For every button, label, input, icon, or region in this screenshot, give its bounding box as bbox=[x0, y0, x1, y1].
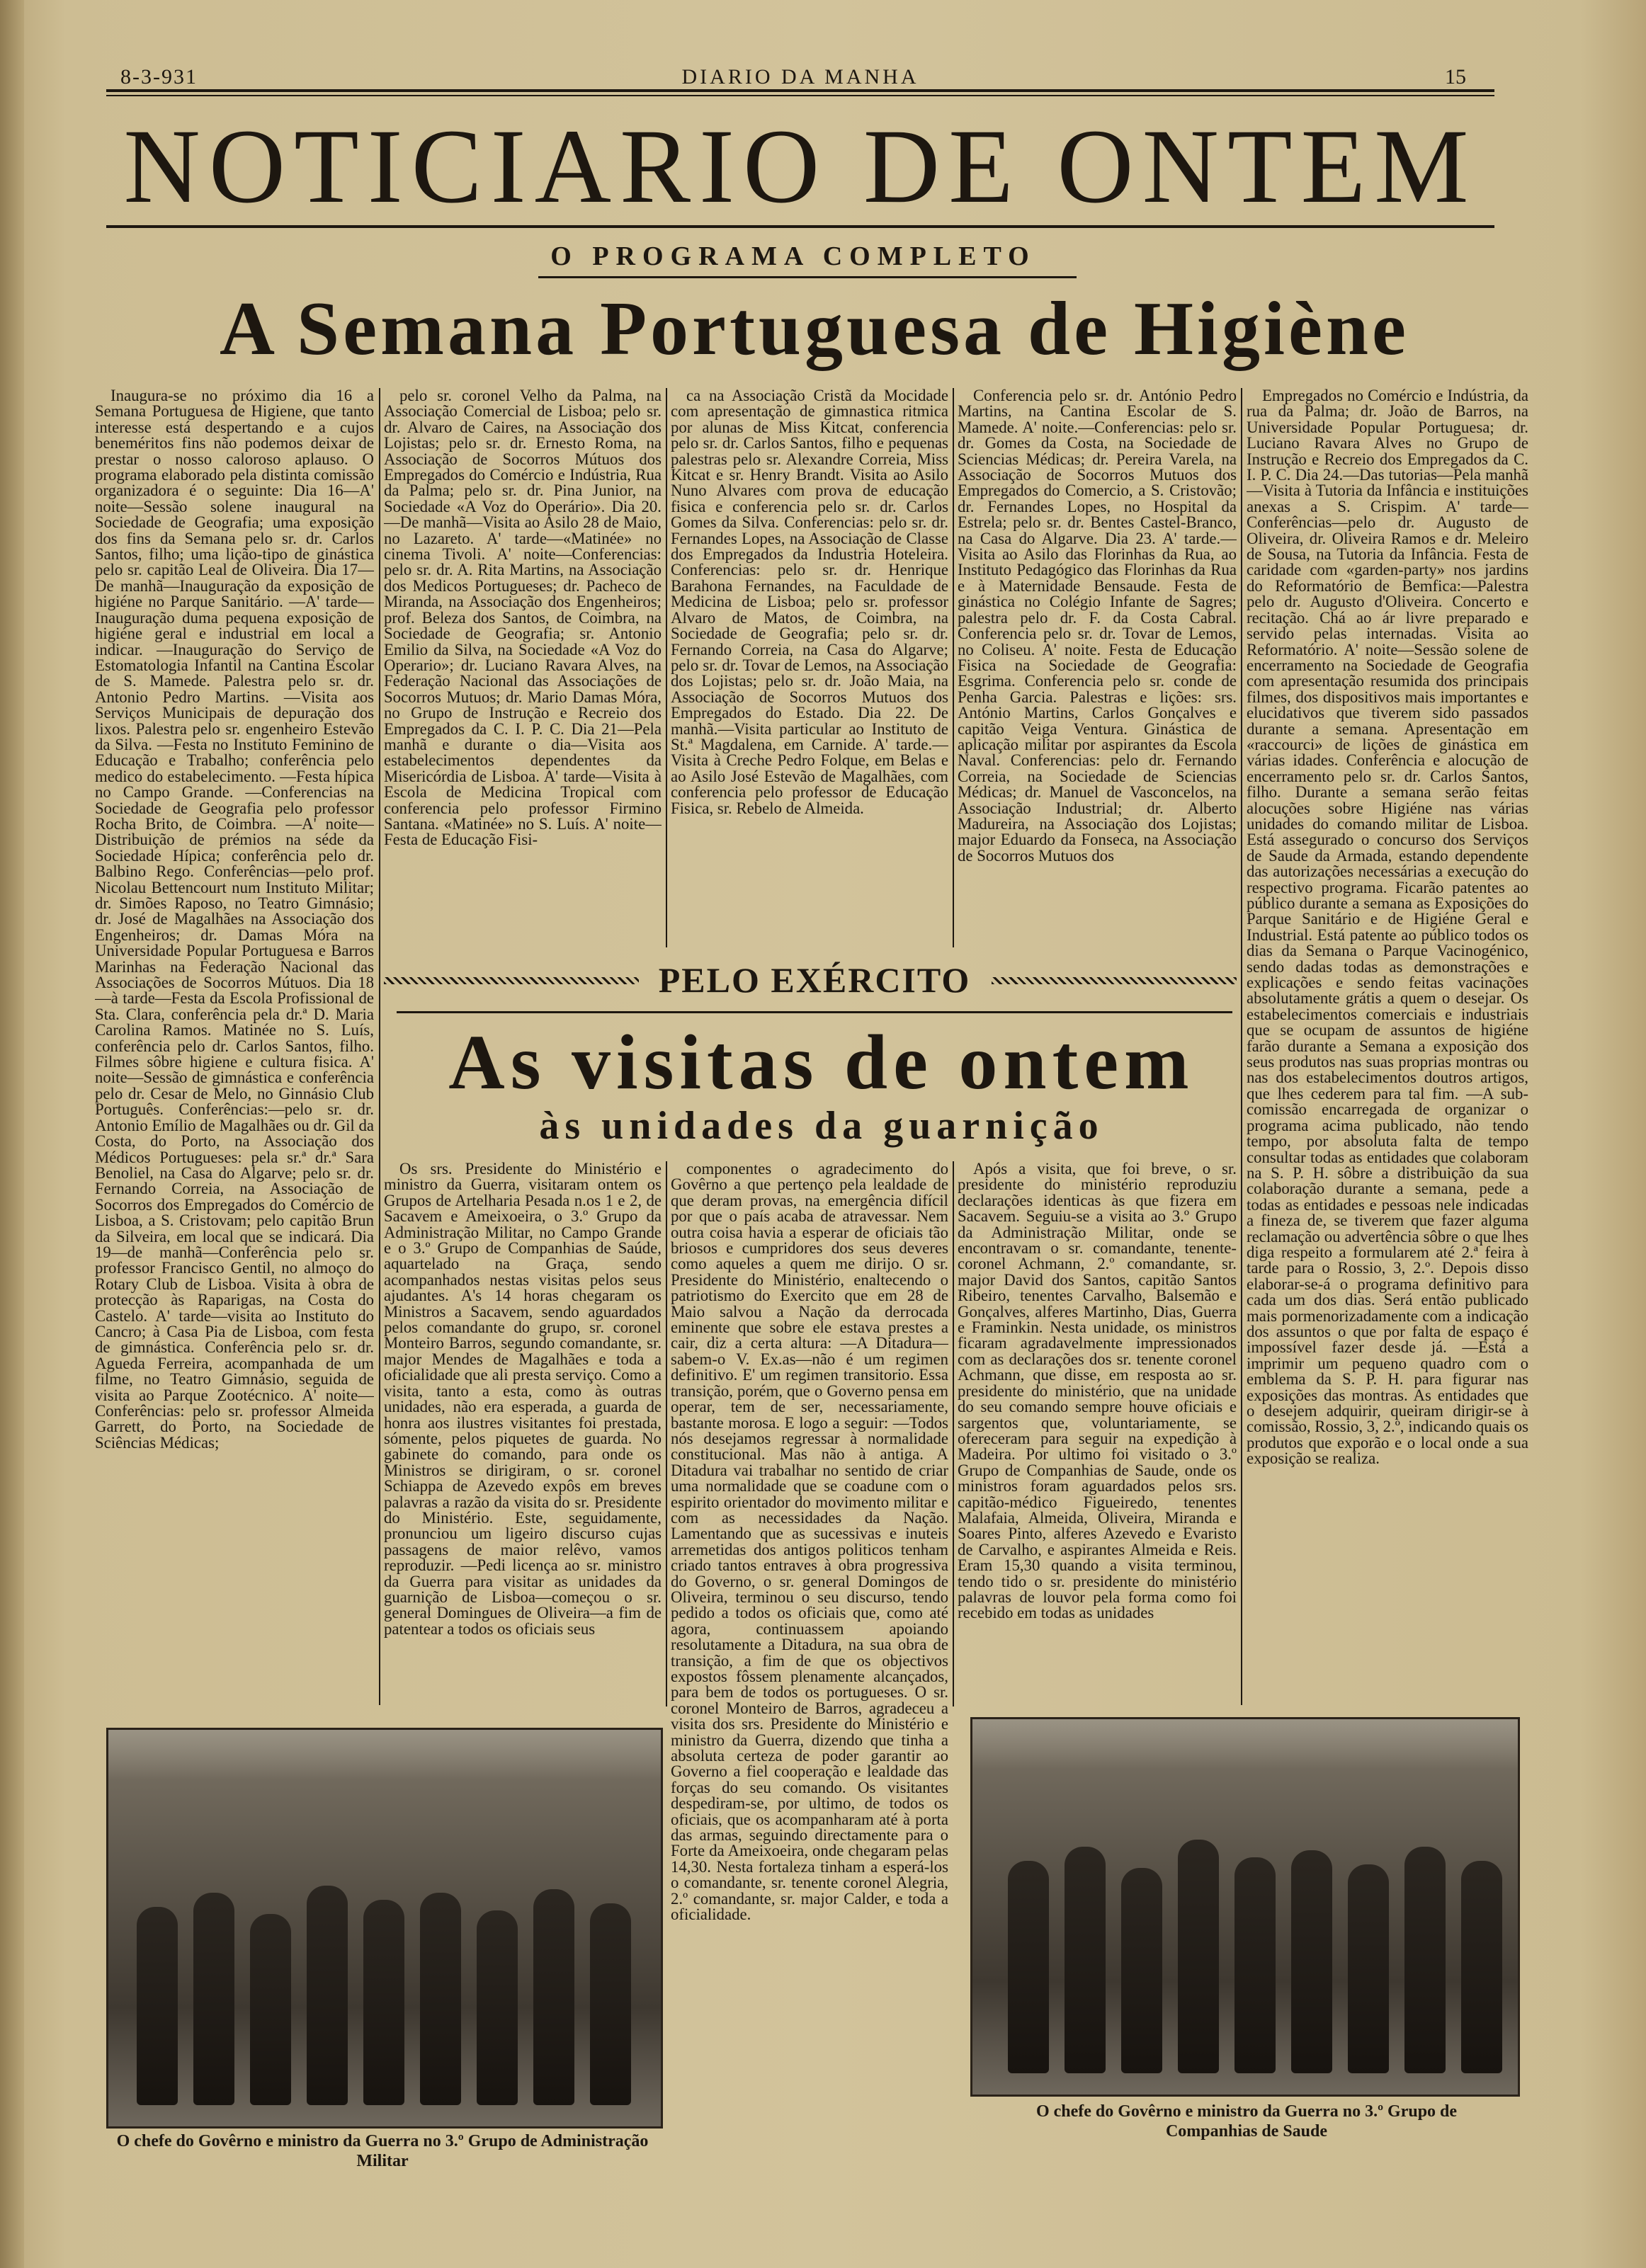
army-column-3 bbox=[958, 1161, 1237, 1706]
photo-figure bbox=[1234, 1857, 1276, 2073]
photo-figure bbox=[1461, 1861, 1502, 2073]
photo-figure bbox=[533, 1889, 574, 2105]
photo-caption-1: O chefe do Govêrno e ministro da Guerra no 3.º Grupo de Administração Militar bbox=[116, 2132, 649, 2170]
photo-sky bbox=[972, 1719, 1518, 1769]
photo-figure bbox=[1348, 1864, 1389, 2073]
column-divider bbox=[379, 388, 380, 1705]
army-column-1 bbox=[384, 1161, 662, 1706]
program-column-2-text: pelo sr. coronel Velho da Palma, na Associação Comercial de Lisboa; pelo sr. dr. Alvaro de Caires, na Associação dos Lojistas; pelo sr. dr. Ernesto Roma, na Associação de Socorros Mútuos dos Empregados do Comércio e Indústria, Rua da Palma; pelo sr. dr. Pina Junior, na Sociedade «A Voz do Operário». Dia 20.—De manhã—Visita ao Asilo 28 de Maio, no Lazareto. A' tarde—«Matinée» no cinema Tivoli. A' noite—Conferencias: pelo sr. dr. A. Rita Martins, na Associação dos Medicos Portugueses; dr. Pacheco de Miranda, na Associação dos Engenheiros; prof. Beleza dos Santos, de Coimbra, na Sociedade de Geografia; sr. Antonio Emilio da Silva, na Sociedade «A Voz do Operario»; dr. Luciano Ravara Alves, na Federação Nacional das Associações de Socorros Mutuos; dr. Mario Damas Móra, no Grupo de Instrução e Recreio dos Empregados da C. I. P. C. Dia 21—Pela manhã e durante o dia—Visita aos estabelecimentos dependentes da Misericórdia de Lisboa. A' tarde—Visita à Escola de Medicina Tropical com conferencia pelo professor Firmino Santana. «Matinée» no S. Luís. A' noite—Festa de Educação Fisi- bbox=[384, 388, 662, 849]
photo-figure bbox=[590, 1903, 631, 2105]
photo-figure bbox=[1065, 1847, 1106, 2073]
page-binding-edge bbox=[0, 0, 24, 2268]
photo-administration-group bbox=[106, 1728, 663, 2129]
photo-caption-2: O chefe do Govêrno e ministro da Guerra no 3.º Grupo de Companhias de Saude bbox=[1035, 2102, 1458, 2141]
program-column-3 bbox=[671, 388, 948, 951]
army-section-rule bbox=[397, 1011, 1232, 1013]
header-rule-bottom bbox=[106, 95, 1494, 96]
kicker-rule bbox=[538, 276, 1077, 278]
headline-visits-subtitle: às unidades da guarnição bbox=[539, 1104, 1104, 1148]
army-section-label: PELO EXÉRCITO bbox=[658, 960, 971, 1000]
photo-figure bbox=[137, 1907, 178, 2105]
decorative-border bbox=[384, 977, 639, 984]
photo-figure bbox=[363, 1900, 404, 2105]
photo-figure bbox=[1121, 1868, 1162, 2073]
program-column-3-text: ca na Associação Cristã da Mocidade com apresentação de gimnastica ritmica por alunas de Miss Kitcat, conferencia pelo sr. dr. Carlos Santos, filho e pequenas palestras pelo sr. Alexandre Correia, Miss Kitcat e sr. Henry Brandt. Visita ao Asilo Nuno Alvares com prova de educação fisica e conferencia pelo sr. dr. Carlos Gomes da Silva. Conferencias: pelo sr. dr. Fernandes Lopes, na Associação de Classe dos Empregados da Industria Hoteleira. Conferencias: pelo sr. dr. Henrique Barahona Fernandes, na Faculdade de Medicina de Lisboa; pelo sr. professor Alvaro de Matos, de Coimbra, na Sociedade de Geografia; pelo sr. dr. Fernando Correia, na Casa do Algarve; pelo sr. dr. Tovar de Lemos, na Associação dos Lojistas; pelo sr. dr. João Maia, na Associação de Socorros Mutuos dos Empregados do Estado. Dia 22. De manhã.—Visita particular ao Instituto de St.ª Magdalena, em Carnide. A' tarde.—Visita à Creche Pedro Folque, em Belas e ao Asilo José Estevão de Magalhães, com conferencia pelo professor de Educação Fisica, sr. Rebelo de Almeida. bbox=[671, 388, 948, 817]
army-column-2 bbox=[671, 1161, 948, 2149]
column-divider bbox=[953, 388, 954, 947]
army-column-2-text: componentes o agradecimento do Govêrno a que pertenço pela lealdade de que deram provas, na emergência difícil por que o país acaba de atravessar. Nem outra coisa havia a esperar de oficiais tão briosos e cumpridores dos seus deveres como aqueles a quem me dirijo. O sr. Presidente do Ministério, enaltecendo o patriotismo do Exercito que em 28 de Maio salvou a Nação da derrocada eminente que sobre ele estava prestes a cair, diz a certa altura: —A Ditadura—sabem-o V. Ex.as—não é um regimen definitivo. E' um regimen transitorio. Essa transição, porém, que o Governo pensa em operar, tem de ser, necessariamente, bastante morosa. E logo a seguir: —Todos nós desejamos regressar à normalidade constitucional. Mas não à antiga. A Ditadura vai trabalhar no sentido de criar uma normalidade que se coadune com o espirito orientador do movimento militar e com as necessidades da Nação. Lamentando que as sucessivas e inuteis arremetidas dos antigos politicos tenham criado tantos entraves à obra progressiva do Governo, o sr. general Domingos de Oliveira, terminou o seu discurso, tendo pedido a todos os oficiais que, como até agora, continuassem apoiando resolutamente a Ditadura, na sua obra de transição, a fim de que os objectivos expostos fôssem plenamente alcançados, para bem de todos os portugueses. O sr. coronel Monteiro de Barros, agradeceu a visita dos srs. Presidente do Ministério e ministro da Guerra, dizendo que tinha a absoluta certeza de poder garantir ao Governo a fiel cooperação e lealdade das forças do seu comando. Os visitantes despediram-se, por ultimo, de todos os oficiais, que os acompanharam até à porta das armas, seguindo directamente para o Forte da Ameixoeira, onde chegaram pelas 14,30. Nesta fortaleza tinham a esperá-los o comandante, sr. tenente coronel Alegria, 2.º comandante, sr. major Calder, e toda a oficialidade. bbox=[671, 1161, 948, 1924]
header-masthead: DIARIO DA MANHA bbox=[681, 65, 919, 89]
army-column-1-text: Os srs. Presidente do Ministério e ministro da Guerra, visitaram ontem os Grupos de Artelharia Pesada n.os 1 e 2, de Sacavem e Ameixoeira, o 3.º Grupo da Administração Militar, no Campo Grande e o 3.º Grupo de Companhias de Saúde, aquartelado na Graça, sendo acompanhados nestas visitas pelos seus ajudantes. A's 14 horas chegaram os Ministros a Sacavem, sendo aguardados pelos comandante do grupo, sr. coronel Monteiro Barros, segundo comandante, sr. major Mendes de Magalhães e toda a oficialidade que ali presta serviço. Como a visita, tanto a esta, como às outras unidades, não era esperada, a guarda de honra aos ilustres visitantes foi prestada, sómente, pelos piquetes de guarda. No gabinete do comando, para onde os Ministros se dirigiram, o sr. coronel Schiappa de Azevedo expôs em breves palavras a razão da visita do sr. Presidente do Ministério. Este, seguidamente, pronunciou um ligeiro discurso cujas passagens de maior relêvo, vamos reproduzir. —Pedi licença ao sr. ministro da Guerra para visitar as unidades da guarnição de Lisboa—começou o sr. general Domingues de Oliveira—a fim de patentear a todos os oficiais seus bbox=[384, 1161, 662, 1638]
photo-figure bbox=[1008, 1861, 1049, 2073]
decorative-border bbox=[992, 977, 1237, 984]
photo-figure bbox=[250, 1914, 291, 2105]
program-column-4-text: Conferencia pelo sr. dr. António Pedro Martins, na Cantina Escolar de S. Mamede. A' noite.—Conferencias: pelo sr. dr. Gomes da Costa, na Sociedade de Sciencias Médicas; dr. Pereira Varela, na Associação de Socorros Mutuos dos Empregados do Comercio, a S. Cristovão; dr. Fernandes Lopes, no Hospital da Estrela; pelo sr. dr. Bentes Castel-Branco, na Casa do Algarve. Dia 23. A' tarde.—Visita ao Asilo das Florinhas da Rua, ao Instituto Pedagógico das Florinhas da Rua e à Maternidade Bensaude. Festa de ginástica no Colégio Infante de Sagres; palestra pelo dr. F. da Costa Cabral. Conferencia pelo sr. dr. Tovar de Lemos, no Coliseu. A' noite. Festa de Educação Fisica na Sociedade de Geografia: Esgrima. Conferencia pelo sr. conde de Penha Garcia. Palestras e lições: srs. António Martins, Carlos Gonçalves e capitão Veiga Ventura. Ginástica de aplicação militar por aspirantes da Escola Naval. Conferencias: pelo dr. Fernando Correia, na Sociedade de Sciencias Médicas; dr. Manuel de Vasconcelos, na Associação Industrial; dr. Alberto Madureira, na Associação dos Lojistas; major Eduardo da Fonseca, na Associação de Socorros Mutuos dos bbox=[958, 388, 1237, 865]
program-column-1 bbox=[95, 388, 374, 1709]
army-column-3-text: Após a visita, que foi breve, o sr. presidente do ministério reproduziu declarações identicas às que fizera em Sacavem. Seguiu-se a visita ao 3.º Grupo da Administração Militar, onde se encontravam o sr. comandante, tenente-coronel Achmann, 2.º comandante, sr. major David dos Santos, capitão Santos Ribeiro, tenentes Carvalho, Balsemão e Gonçalves, alferes Martinho, Dias, Guerra e Framinkin. Nesta unidade, os ministros ficaram agradavelmente impressionados com as declarações dos sr. tenente coronel Achmann, que disse, em resposta ao sr. presidente do ministério, que na unidade do seu comando sempre houve oficiais e sargentos que, voluntariamente, se ofereceram para seguir na expedição à Madeira. Por ultimo foi visitado o 3.º Grupo de Companhias de Saude, onde os ministros foram aguardados pelos srs. capitão-médico Figueiredo, tenentes Malafaia, Almeida, Oliveira, Miranda e Soares Pinto, alferes Azevedo e Evaristo de Carvalho, e aspirantes Almeida e Reis. Eram 15,30 quando a visita terminou, tendo tido o sr. presidente do ministério palavras de louvor pela forma como foi recebido em todas as unidades bbox=[958, 1161, 1237, 1622]
column-divider bbox=[666, 388, 667, 947]
header-rule-top bbox=[106, 89, 1494, 92]
photo-figure bbox=[477, 1910, 518, 2105]
header-date: 8-3-931 bbox=[120, 65, 198, 89]
program-column-1-text: Inaugura-se no próximo dia 16 a Semana Portuguesa de Higiene, que tanto interesse está despertando e a cujos beneméritos fins não podemos deixar de prestar o nosso caloroso aplauso. O programa elaborado pela distinta comissão organizadora é o seguinte: Dia 16—A' noite—Sessão solene inaugural na Sociedade de Geografia; uma exposição dos fins da Semana pelo sr. dr. Carlos Santos, filho; uma lição-tipo de ginástica pelo sr. capitão Leal de Oliveira. Dia 17—De manhã—Inauguração da exposição de higiéne no Parque Sanitário. —A' tarde—Inauguração duma pequena exposição de higiéne geral e industrial em local a indicar. —Inauguração do Serviço de Estomatologia Infantil na Cantina Escolar de S. Mamede. Palestra pelo sr. dr. Antonio Pedro Martins. —Visita aos Serviços Municipais de depuração dos lixos. Palestra pelo sr. engenheiro Estevão da Silva. —Festa no Instituto Feminino de Educação e Trabalho; conferência pelo medico do estabelecimento. —Festa hípica no Campo Grande. —Conferencias na Sociedade de Geografia pelo professor Rocha Brito, de Coimbra. —A' noite—Distribuição de prémios na séde da Sociedade Hípica; conferência pelo dr. Balbino Rego. Conferências—pelo prof. Nicolau Bettencourt num Instituto Militar; dr. Simões Raposo, no Teatro Gimnásio; dr. José de Magalhães na Associação dos Engenheiros; dr. Damas Móra na Universidade Popular Portuguesa e Barros Marinhas na Federação Nacional das Associações de Socorros Mútuos. Dia 18—à tarde—Festa da Escola Profissional de Sta. Clara, conferência pela dr.ª D. Maria Carolina Ramos. Matinée no S. Luís, conferência pelo dr. Carlos Santos, filho. Filmes sôbre higiene e cultura fisica. A' noite—Sessão de gimnástica e conferência pelo dr. Cesar de Melo, no Ginnásio Club Português. Conferências:—pelo sr. dr. Antonio Emílio de Magalhães ou dr. Gil da Costa, do Porto, na Associação dos Médicos Portugueses: pela sr.ª dr.ª Sara Benoliel, na Casa do Algarve; pelo sr. dr. Fernando Correia, na Associação de Socorros dos Empregados do Comércio de Lisboa, a S. Cristovam; pelo capitão Brun da Silveira, em local que se indicará. Dia 19—de manhã—Conferência pelo sr. professor Francisco Gentil, no almoço do Rotary Club de Lisboa. Visita à obra de protecção às Raparigas, na Costa do Castelo. A' tarde—visita ao Instituto do Cancro; à Casa Pia de Lisboa, com festa de gimnástica. Conferência pelo sr. dr. Agueda Ferreira, acompanhada de um filme, no Teatro Gimnásio, seguida de visita ao Parque Zootécnico. A' noite—Conferências: pelo sr. professor Almeida Garrett, do Porto, na Sociedade de Sciências Médicas; bbox=[95, 388, 374, 1452]
photo-sky bbox=[108, 1730, 661, 1779]
photo-figure bbox=[193, 1893, 234, 2105]
program-kicker: O PROGRAMA COMPLETO bbox=[550, 241, 1036, 271]
program-column-2 bbox=[384, 388, 662, 951]
section-banner: NOTICIARIO DE ONTEM bbox=[123, 108, 1477, 225]
header-page-number: 15 bbox=[1445, 65, 1466, 89]
photo-figure bbox=[420, 1893, 461, 2105]
banner-rule bbox=[106, 225, 1494, 228]
photo-figure bbox=[1291, 1850, 1332, 2073]
column-divider bbox=[666, 1161, 667, 1706]
photo-figure bbox=[307, 1886, 348, 2105]
photo-figure bbox=[1178, 1840, 1219, 2073]
headline-hygiene-week: A Semana Portuguesa de Higiène bbox=[220, 287, 1409, 371]
photo-health-companies-group bbox=[970, 1717, 1520, 2097]
column-divider bbox=[953, 1161, 954, 1706]
headline-visits: As visitas de ontem bbox=[448, 1019, 1195, 1105]
program-column-4 bbox=[958, 388, 1237, 951]
program-column-5-text: Empregados no Comércio e Indústria, da rua da Palma; dr. João de Barros, na Universidade Popular Portuguesa; dr. Luciano Ravara Alves no Grupo de Instrução e Recreio dos Empregados da C. I. P. C. Dia 24.—Das tutorias—Pela manhã—Visita à Tutoria da Infância e instituições anexas a S. Crispim. A' tarde—Conferências—pelo dr. Augusto de Oliveira, dr. Oliveira Ramos e dr. Meleiro de Sousa, na Tutoria da Infância. Festa de caridade com «garden-party» nos jardins do Reformatório de Bemfica:—Palestra pelo dr. Augusto d'Oliveira. Concerto e recitação. Chá ao ár livre preparado e servido pelas internadas. Visita ao Reformatório. A' noite—Sessão solene de encerramento na Sociedade de Geografia com apresentação resumida dos principais filmes, dos dispositivos mais importantes e elucidativos que tiverem sido passados durante a semana. Apresentação em «raccourci» de lições de ginástica em várias idades. Conferência e alocução de encerramento pelo sr. dr. Carlos Santos, filho. Durante a semana serão feitas alocuções sobre Higiéne nas várias unidades do comando militar de Lisboa. Está assegurado o concurso dos Serviços de Saude da Armada, estando dependente das autorizações necessárias a execução do respectivo programa. Ficarão patentes ao público durante a semana as Exposições do Parque Sanitário e de Higiéne Geral e Industrial. Está patente ao público todos os dias da Semana o Parque Vacinogénico, sendo dadas todas as demonstrações e explicações e sendo feitas vacinações absolutamente grátis a quem o desejar. Os estabelecimentos comerciais e industriais que se ocupam de assuntos de higiéne farão durante a Semana a exposição dos seus produtos nas suas proprias montras ou nas dos estabelecimentos doutros artigos, que lhes cederem para tal fim. —A sub-comissão encarregada de organizar o programa acima publicado, não tendo tempo, por absoluta falta de tempo consultar todas as entidades que colaboram na S. P. H. sôbre a distribuição da sua colaboração durante a semana, pede a todas as entidades e pessoas nele indicadas a fineza de, se tiverem que fazer alguma reclamação ou advertência sôbre o que lhes diga respeito a formularem até 2.ª feira à tarde para o Rossio, 3, 2.º. Depois disso elaborar-se-á o programa definitivo para cada um dos dias. Será então publicado mais pormenorizadamente com a indicação dos assuntos o que por falta de espaço é impossível fazer desde já. —Está a imprimir um pequeno quadro com o emblema da S. P. H. para figurar nas exposições das montras. As entidades que o desejem adquirir, queiram dirigir-se à comissão, Rossio, 3, 2.º, indicando quais os produtos que exporão e o local onde a sua exposição se realiza. bbox=[1247, 388, 1528, 1468]
photo-figure bbox=[1404, 1847, 1446, 2073]
program-column-5 bbox=[1247, 388, 1528, 1694]
